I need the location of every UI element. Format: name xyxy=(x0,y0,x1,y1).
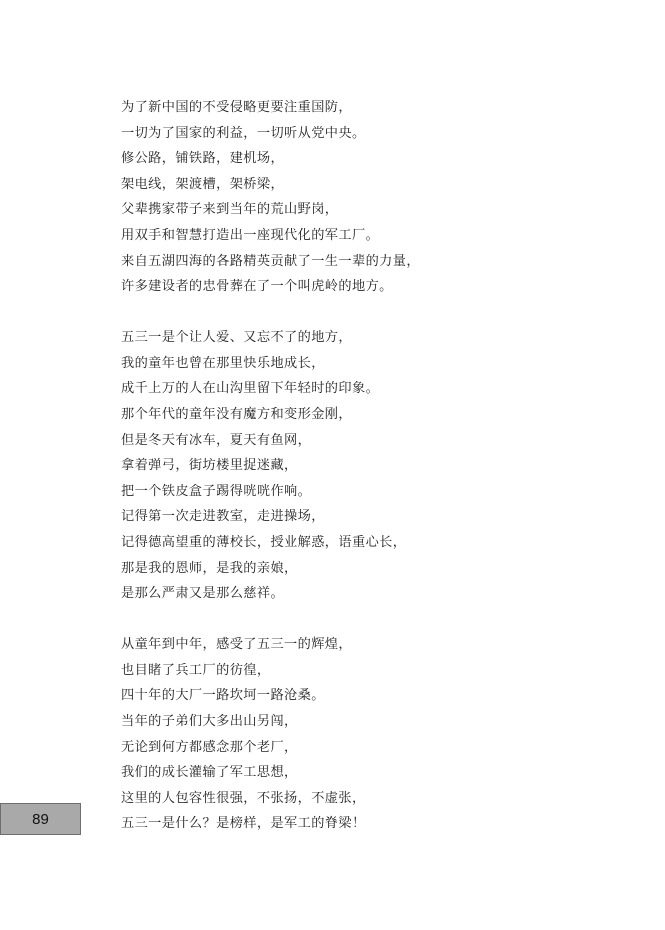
poem-line: 把一个铁皮盒子踢得咣咣作响。 xyxy=(121,483,312,499)
stanza-1 xyxy=(121,95,621,300)
poem-line: 许多建设者的忠骨葬在了一个叫虎岭的地方。 xyxy=(121,279,393,295)
poem-line: 成千上万的人在山沟里留下年轻时的印象。 xyxy=(121,381,380,397)
poem-line: 是那么严肃又是那么慈祥。 xyxy=(121,586,285,602)
poem-line: 四十年的大厂一路坎坷一路沧桑。 xyxy=(121,688,325,704)
poem-line: 那是我的恩师，是我的亲娘， xyxy=(121,560,298,576)
poem-line: 五三一是个让人爱、又忘不了的地方， xyxy=(121,330,352,346)
poem-line: 父辈携家带子来到当年的荒山野岗， xyxy=(121,202,339,218)
poem-line: 这里的人包容性很强，不张扬，不虚张， xyxy=(121,790,366,806)
stanza-3 xyxy=(121,632,621,837)
poem-line: 也目睹了兵工厂的彷徨， xyxy=(121,662,271,678)
poem-line: 记得第一次走进教室，走进操场， xyxy=(121,509,325,525)
poem-body xyxy=(121,95,621,837)
poem-line: 我们的成长灌输了军工思想， xyxy=(121,765,298,781)
poem-line: 从童年到中年，感受了五三一的辉煌， xyxy=(121,637,352,653)
poem-line: 来自五湖四海的各路精英贡献了一生一辈的力量， xyxy=(121,253,420,269)
poem-line: 为了新中国的不受侵略更要注重国防， xyxy=(121,100,352,115)
poem-line: 一切为了国家的利益，一切听从党中央。 xyxy=(121,125,366,141)
page-number-tab xyxy=(0,803,81,835)
poem-line: 五三一是什么？是榜样，是军工的脊梁！ xyxy=(121,816,366,832)
poem-line: 当年的子弟们大多出山另闯， xyxy=(121,714,298,730)
poem-line: 用双手和智慧打造出一座现代化的军工厂。 xyxy=(121,227,380,243)
page-number: 89 xyxy=(32,810,49,828)
poem-line: 我的童年也曾在那里快乐地成长， xyxy=(121,355,325,371)
poem-line: 但是冬天有冰车，夏天有鱼网， xyxy=(121,432,312,448)
poem-line: 无论到何方都感念那个老厂， xyxy=(121,739,298,755)
poem-line: 架电线，架渡槽，架桥梁， xyxy=(121,176,285,192)
poem-line: 那个年代的童年没有魔方和变形金刚， xyxy=(121,407,352,423)
stanza-2 xyxy=(121,325,621,607)
poem-line: 记得德高望重的薄校长，授业解惑，语重心长， xyxy=(121,535,407,550)
poem-line: 拿着弹弓，街坊楼里捉迷藏， xyxy=(121,458,298,474)
poem-line: 修公路，铺铁路，建机场， xyxy=(121,151,285,167)
